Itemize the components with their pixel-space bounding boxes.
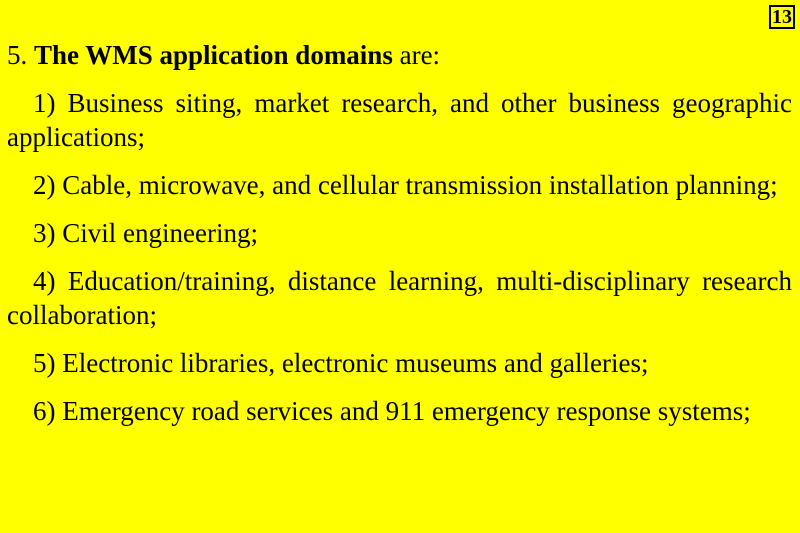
slide-heading xyxy=(7,38,792,72)
list-item: 4) Education/training, distance learning, multi-disciplinary research collaboration; xyxy=(7,266,792,330)
slide-content xyxy=(7,38,792,442)
heading-suffix: are: xyxy=(392,40,441,70)
heading-prefix: 5. xyxy=(7,40,34,70)
list-item: 3) Civil engineering; xyxy=(33,218,258,248)
heading-bold-text: The WMS application domains xyxy=(34,40,393,70)
page-number: 13 xyxy=(769,5,795,29)
list-item: 2) Cable, microwave, and cellular transmission installation planning; xyxy=(33,170,778,200)
list-item: 6) Emergency road services and 911 emergency response systems; xyxy=(33,396,751,426)
list-item: 1) Business siting, market research, and other business geographic applications; xyxy=(7,88,792,152)
list-item: 5) Electronic libraries, electronic museums and galleries; xyxy=(33,348,649,378)
